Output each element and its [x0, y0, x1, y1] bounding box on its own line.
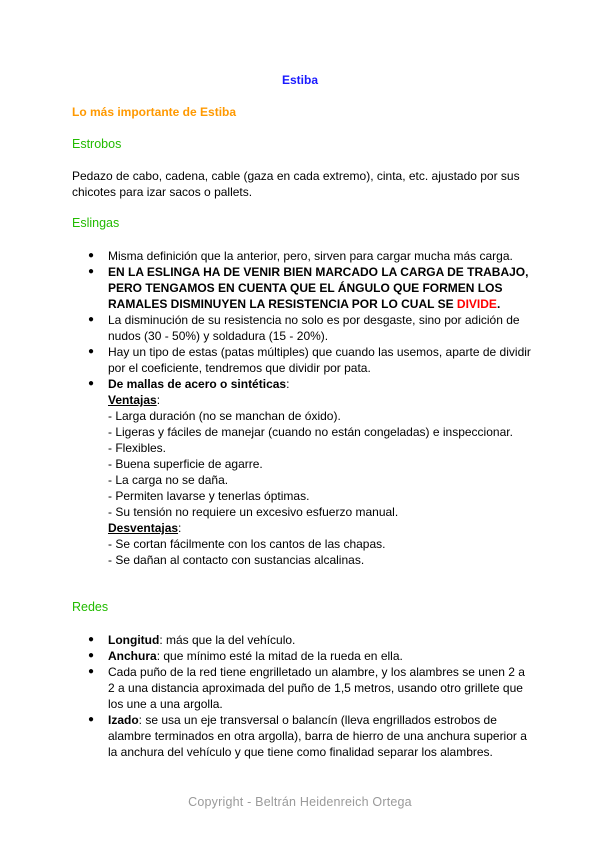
ventaja-line: - La carga no se daña.: [108, 473, 229, 487]
ventajas-label: Ventajas: [108, 393, 157, 407]
ventaja-line: - Flexibles.: [108, 441, 167, 455]
desventaja-line: - Se dañan al contacto con sustancias alcalinas.: [108, 553, 365, 567]
ventaja-line: - Larga duración (no se manchan de óxido).: [108, 409, 341, 423]
list-item: ● EN LA ESLINGA HA DE VENIR BIEN MARCADO LA CARGA DE TRABAJO, PERO TENGAMOS EN CUENTA QUE EL ÁNGULO QUE FORMEN LOS RAMALES DISMINUYEN LA RESISTENCIA POR LO CUAL SE DIVIDE.: [72, 264, 532, 312]
list-item: ● Anchura: que mínimo esté la mitad de la rueda en ella.: [72, 648, 532, 664]
heading-estrobos: Estrobos: [72, 137, 122, 151]
page-title: Estiba: [281, 73, 318, 87]
ventaja-line: - Buena superficie de agarre.: [108, 457, 263, 471]
list-item: ● Cada puño de la red tiene engrilletado un alambre, y los alambres se unen 2 a 2 a una distancia aproximada del puño de 1,5 metros, usando otro grillete que los une a una argolla.: [72, 664, 532, 712]
list-item: ● De mallas de acero o sintéticas: Ventajas: - Larga duración (no se manchan de óxido). - Ligeras y fáciles de manejar (cuando no están congeladas) e inspeccionar. - Flexibles. - Buena superficie de agarre. - La carga no se daña. - Permiten lavarse y tenerlas óptimas. - Su tensión no requiere un excesivo esfuerzo manual. Desventajas: - Se cortan fácilmente con los cantos de las chapas. - Se dañan al contacto con sustancias alcalinas.: [72, 376, 532, 568]
mallas-title: De mallas de acero o sintéticas: [108, 377, 287, 391]
list-item: ● Misma definición que la anterior, pero, sirven para cargar mucha más carga.: [72, 248, 532, 264]
list-item: ● Izado: se usa un eje transversal o balancín (lleva engrillados estrobos de alambre terminados en otra argolla), barra de hierro de una anchura superior a la anchura del vehículo y que tiene como finalidad separar los alambres.: [72, 712, 532, 760]
heading-redes: Redes: [72, 600, 109, 614]
desventaja-line: - Se cortan fácilmente con los cantos de las chapas.: [108, 537, 386, 551]
desventajas-label: Desventajas: [108, 521, 179, 535]
redes-list: [72, 632, 532, 760]
list-item: ● La disminución de su resistencia no solo es por desgaste, sino por adición de nudos (30 - 50%) y soldadura (15 - 20%).: [72, 312, 532, 344]
eslingas-list: [72, 248, 532, 568]
estrobos-paragraph: Pedazo de cabo, cadena, cable (gaza en cada extremo), cinta, etc. ajustado por sus chicotes para izar sacos o pallets.: [72, 169, 520, 199]
section-heading-main: Lo más importante de Estiba: [72, 105, 237, 119]
divide-emphasis: DIVIDE: [456, 297, 497, 311]
ventaja-line: - Su tensión no requiere un excesivo esfuerzo manual.: [108, 505, 399, 519]
list-item: ● Hay un tipo de estas (patas múltiples) que cuando las usemos, aparte de dividir por el coeficiente, tendremos que dividir por pata.: [72, 344, 532, 376]
copyright-footer: Copyright - Beltrán Heidenreich Ortega: [188, 795, 412, 809]
heading-eslingas: Eslingas: [72, 216, 120, 230]
ventaja-line: - Ligeras y fáciles de manejar (cuando no están congeladas) e inspeccionar.: [108, 425, 513, 439]
ventaja-line: - Permiten lavarse y tenerlas óptimas.: [108, 489, 310, 503]
list-item: ● Longitud: más que la del vehículo.: [72, 632, 532, 648]
